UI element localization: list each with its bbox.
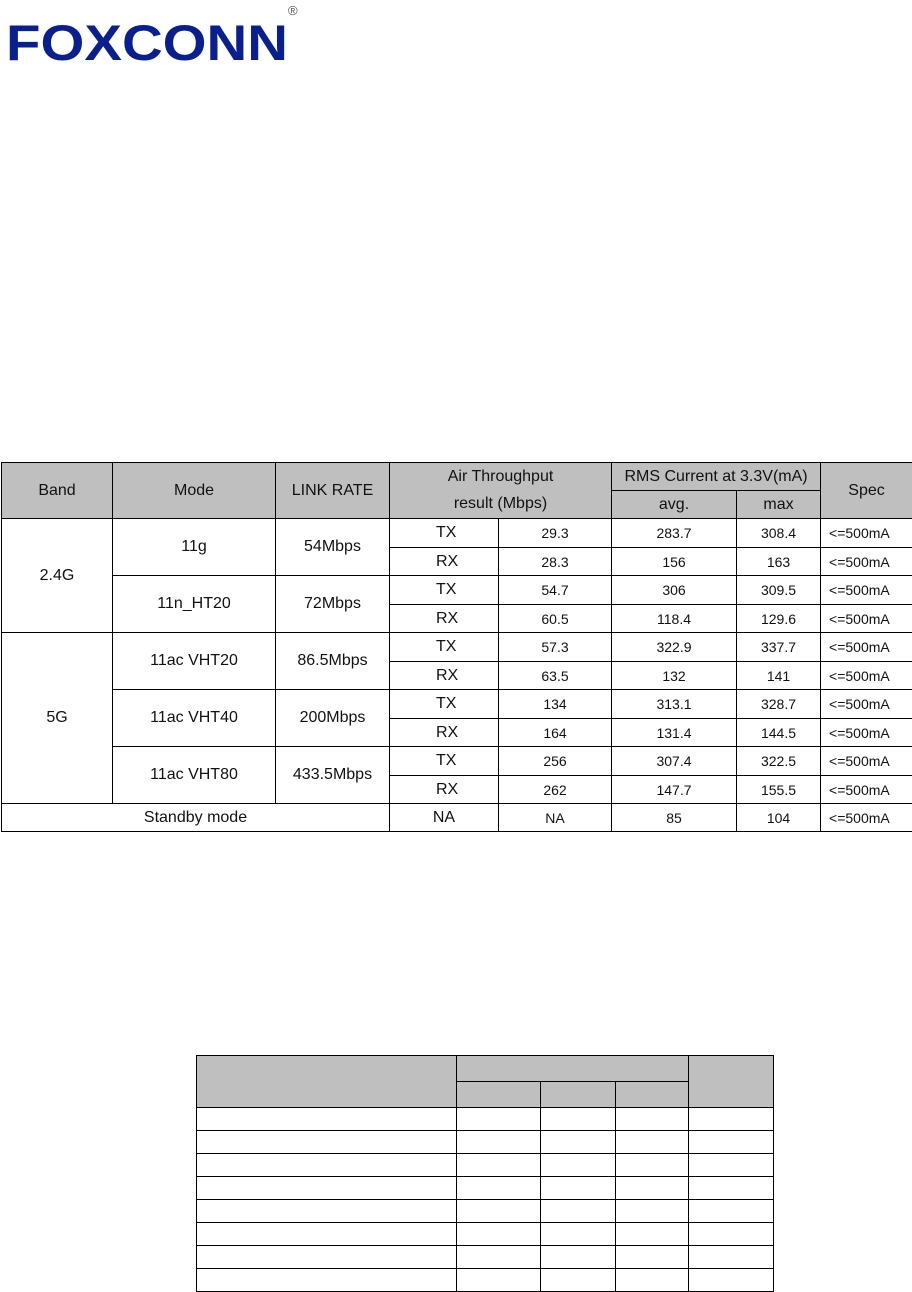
avg-current-cell: 306 [612,576,737,605]
empty-cell [457,1177,541,1200]
throughput-cell: 256 [499,747,612,776]
empty-table-row [197,1200,774,1223]
avg-current-cell: 132 [612,662,737,690]
mode-cell: 11n_HT20 [113,576,276,633]
spec-cell: <=500mA [821,519,912,548]
empty-cell [197,1269,457,1292]
table-row [2,747,912,776]
empty-cell [457,1269,541,1292]
empty-cell [541,1223,616,1246]
direction-cell: RX [390,662,499,690]
band-cell: 2.4G [2,519,113,633]
empty-cell [197,1246,457,1269]
band-cell: 5G [2,633,113,804]
empty-cell [689,1108,774,1131]
empty-cell [616,1269,689,1292]
direction-cell: TX [390,633,499,662]
table-row [2,633,912,662]
empty-cell [457,1200,541,1223]
empty-cell [616,1154,689,1177]
mode-cell: 11ac VHT80 [113,747,276,804]
throughput-cell: NA [499,804,612,832]
empty-cell [689,1154,774,1177]
empty-header-cell [541,1082,616,1108]
avg-current-cell: 307.4 [612,747,737,776]
header-air-throughput-unit: result (Mbps) [390,491,612,519]
direction-cell: RX [390,719,499,747]
empty-cell [197,1200,457,1223]
max-current-cell: 337.7 [737,633,821,662]
empty-table-row [197,1177,774,1200]
foxconn-logo [4,0,304,70]
header-spec: Spec [821,463,912,519]
link-rate-cell: 54Mbps [276,519,390,576]
empty-cell [616,1200,689,1223]
throughput-cell: 29.3 [499,519,612,548]
max-current-cell: 104 [737,804,821,832]
spec-cell: <=500mA [821,662,912,690]
throughput-cell: 28.3 [499,548,612,576]
header-rms-current: RMS Current at 3.3V(mA) [612,463,821,491]
empty-cell [197,1177,457,1200]
header-air-throughput: Air Throughput [390,463,612,491]
max-current-cell: 155.5 [737,776,821,804]
empty-table-row [197,1223,774,1246]
spec-cell: <=500mA [821,747,912,776]
spec-cell: <=500mA [821,719,912,747]
link-rate-cell: 86.5Mbps [276,633,390,690]
avg-current-cell: 313.1 [612,690,737,719]
empty-cell [457,1246,541,1269]
empty-cell [457,1154,541,1177]
empty-cell [197,1108,457,1131]
spec-cell: <=500mA [821,804,912,832]
empty-cell [616,1223,689,1246]
empty-header-row [197,1056,774,1082]
header-band: Band [2,463,113,519]
avg-current-cell: 85 [612,804,737,832]
spec-cell: <=500mA [821,548,912,576]
max-current-cell: 309.5 [737,576,821,605]
direction-cell: TX [390,576,499,605]
spec-cell: <=500mA [821,633,912,662]
empty-cell [541,1246,616,1269]
direction-cell: RX [390,605,499,633]
direction-cell: TX [390,519,499,548]
table-row [2,576,912,605]
spec-cell: <=500mA [821,576,912,605]
direction-cell: RX [390,548,499,576]
table-row [2,519,912,548]
header-mode: Mode [113,463,276,519]
empty-header-cell [197,1056,457,1108]
throughput-cell: 134 [499,690,612,719]
max-current-cell: 144.5 [737,719,821,747]
mode-cell: 11ac VHT20 [113,633,276,690]
empty-cell [541,1200,616,1223]
spec-cell: <=500mA [821,605,912,633]
empty-cell [689,1269,774,1292]
empty-cell [689,1131,774,1154]
max-current-cell: 163 [737,548,821,576]
empty-table [196,1055,774,1292]
table-row [2,690,912,719]
empty-cell [541,1108,616,1131]
header-max: max [737,491,821,519]
avg-current-cell: 118.4 [612,605,737,633]
empty-header-cell [457,1056,689,1082]
header-avg: avg. [612,491,737,519]
foxconn-logo-graphic [4,0,304,70]
link-rate-cell: 200Mbps [276,690,390,747]
direction-cell: TX [390,690,499,719]
power-consumption-table [1,462,912,832]
empty-cell [197,1131,457,1154]
direction-cell: NA [390,804,499,832]
throughput-cell: 164 [499,719,612,747]
max-current-cell: 129.6 [737,605,821,633]
empty-cell [541,1177,616,1200]
avg-current-cell: 283.7 [612,519,737,548]
empty-table-row [197,1108,774,1131]
mode-cell: 11g [113,519,276,576]
empty-cell [616,1246,689,1269]
avg-current-cell: 147.7 [612,776,737,804]
empty-header-cell [457,1082,541,1108]
avg-current-cell: 156 [612,548,737,576]
standby-label: Standby mode [2,804,390,832]
throughput-cell: 54.7 [499,576,612,605]
empty-table-row [197,1154,774,1177]
mode-cell: 11ac VHT40 [113,690,276,747]
avg-current-cell: 322.9 [612,633,737,662]
empty-cell [689,1223,774,1246]
empty-cell [457,1131,541,1154]
empty-cell [689,1246,774,1269]
header-link-rate: LINK RATE [276,463,390,519]
logo-wordmark: FOXCONN [6,15,288,70]
empty-cell [616,1131,689,1154]
empty-cell [616,1108,689,1131]
empty-cell [541,1131,616,1154]
spec-cell: <=500mA [821,690,912,719]
empty-cell [541,1154,616,1177]
link-rate-cell: 433.5Mbps [276,747,390,804]
spec-cell: <=500mA [821,776,912,804]
avg-current-cell: 131.4 [612,719,737,747]
empty-cell [616,1177,689,1200]
empty-cell [197,1154,457,1177]
empty-cell [541,1269,616,1292]
empty-table-row [197,1269,774,1292]
throughput-cell: 57.3 [499,633,612,662]
empty-header-cell [616,1082,689,1108]
empty-cell [689,1177,774,1200]
throughput-cell: 262 [499,776,612,804]
max-current-cell: 141 [737,662,821,690]
empty-cell [457,1108,541,1131]
max-current-cell: 322.5 [737,747,821,776]
direction-cell: RX [390,776,499,804]
empty-table-body [197,1108,774,1292]
empty-cell [689,1200,774,1223]
link-rate-cell: 72Mbps [276,576,390,633]
empty-cell [457,1223,541,1246]
registered-mark-icon: ® [288,3,298,18]
empty-table-row [197,1131,774,1154]
empty-table-row [197,1246,774,1269]
throughput-cell: 63.5 [499,662,612,690]
max-current-cell: 328.7 [737,690,821,719]
throughput-cell: 60.5 [499,605,612,633]
direction-cell: TX [390,747,499,776]
standby-row [2,804,912,832]
max-current-cell: 308.4 [737,519,821,548]
empty-cell [197,1223,457,1246]
empty-header-cell [689,1056,774,1108]
